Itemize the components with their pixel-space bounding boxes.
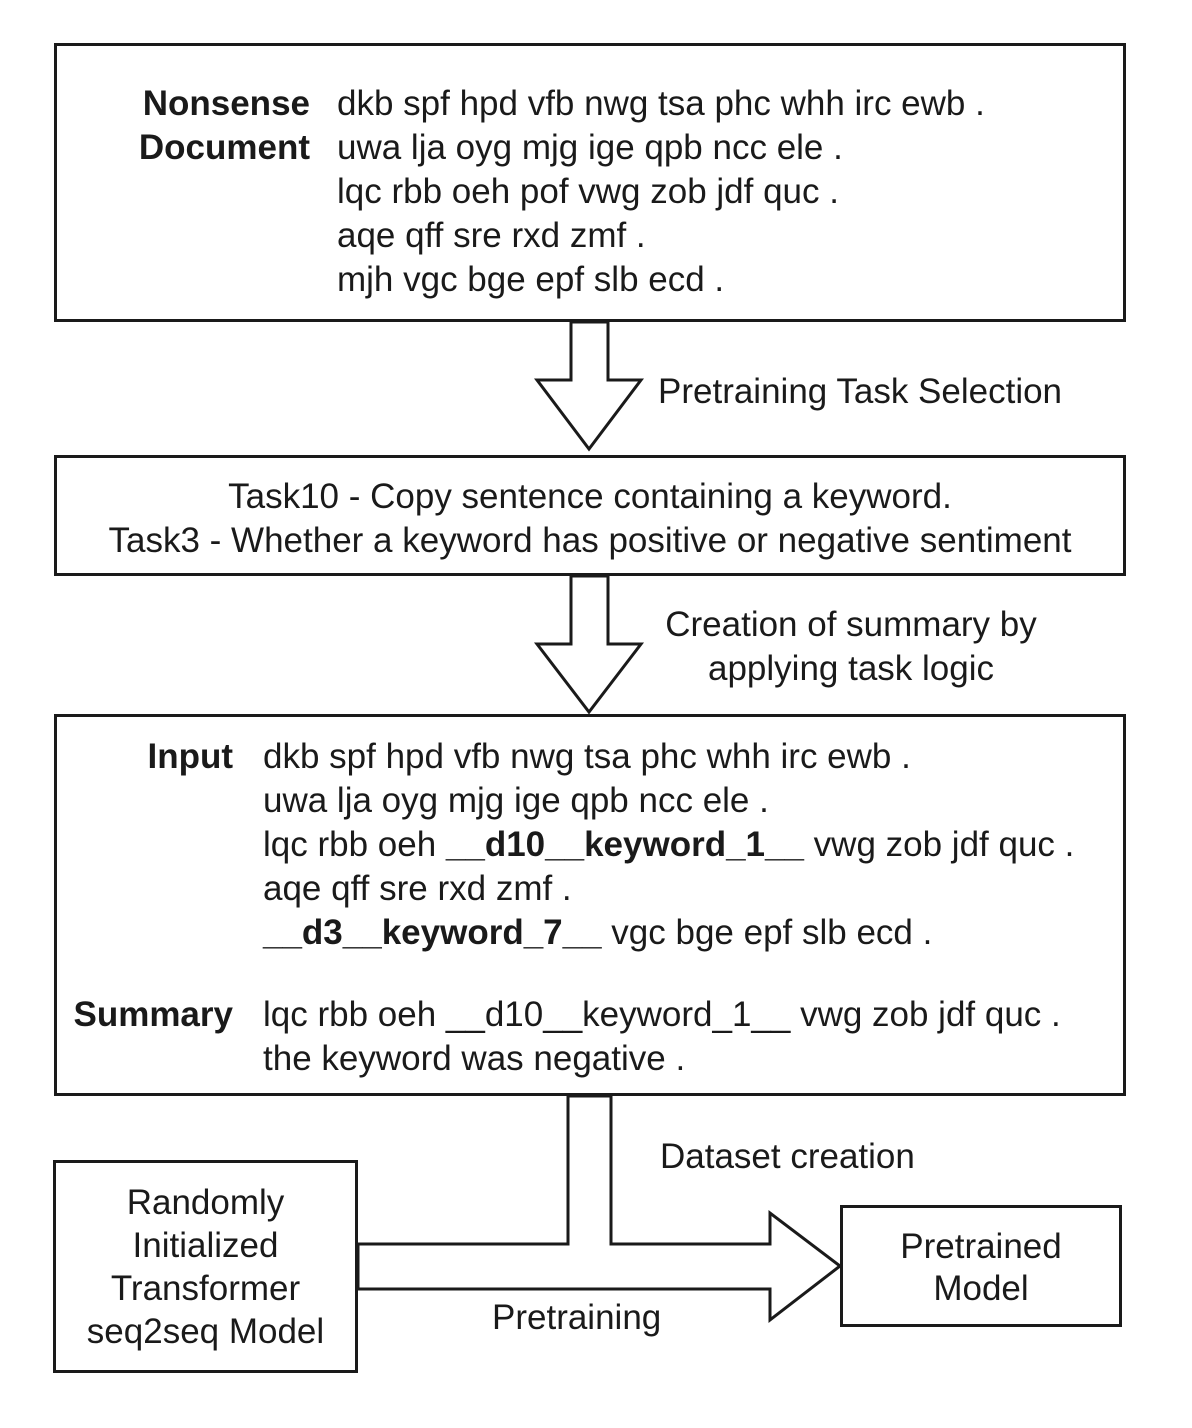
text-segment: vwg zob jdf quc . — [803, 825, 1075, 864]
input-text — [263, 735, 1123, 955]
nonsense-document-box — [54, 43, 1126, 322]
keyword-token: __d10__keyword_1__ — [445, 825, 804, 864]
summary-section — [57, 993, 1123, 1081]
text-line: lqc rbb oeh pof vwg zob jdf quc . — [337, 172, 839, 211]
merge-arrow-pretraining-icon — [358, 1096, 840, 1320]
text-segment: lqc rbb oeh __d10__keyword_1__ vwg zob jdf quc . — [263, 995, 1061, 1034]
down-arrow-task-selection-icon — [537, 322, 641, 449]
text-segment: aqe qff sre rxd zmf . — [263, 869, 572, 908]
text-line: Task3 - Whether a keyword has positive or negative sentiment — [108, 521, 1072, 560]
text-line — [263, 823, 1123, 867]
text-segment: vgc bge epf slb ecd . — [601, 913, 933, 952]
text-line: Creation of summary by — [665, 605, 1037, 644]
text-line: Document — [138, 128, 310, 167]
nonsense-document-text — [337, 82, 1123, 302]
nonsense-document-label — [57, 82, 310, 302]
text-line: applying task logic — [708, 649, 994, 688]
text-line — [263, 867, 1123, 911]
text-line: uwa lja oyg mjg ige qpb ncc ele . — [337, 128, 843, 167]
summary-label: Summary — [73, 995, 233, 1034]
text-line — [263, 1037, 1123, 1081]
input-summary-box — [54, 714, 1126, 1096]
text-segment: lqc rbb oeh — [263, 825, 446, 864]
pretraining-task-selection-label: Pretraining Task Selection — [658, 372, 1063, 411]
text-line — [263, 911, 1123, 955]
text-line: Task10 - Copy sentence containing a keyword. — [228, 477, 952, 516]
nonsense-document-content — [57, 82, 1123, 302]
random-init-model-box — [53, 1160, 358, 1373]
input-label: Input — [147, 737, 233, 776]
text-line — [263, 779, 1123, 823]
input-section — [57, 735, 1123, 955]
task-selection-box — [54, 455, 1126, 576]
pretraining-label: Pretraining — [492, 1298, 662, 1337]
text-line: Nonsense — [142, 84, 310, 123]
text-line — [263, 993, 1123, 1037]
dataset-creation-label: Dataset creation — [660, 1137, 915, 1176]
text-line: seq2seq Model — [86, 1312, 325, 1351]
text-line: Initialized — [132, 1226, 279, 1265]
pretrained-model-box — [840, 1205, 1122, 1327]
text-line: Transformer — [110, 1269, 301, 1308]
text-segment: the keyword was negative . — [263, 1039, 686, 1078]
text-line: Randomly — [126, 1183, 285, 1222]
text-line: mjh vgc bge epf slb ecd . — [337, 260, 725, 299]
text-line: Model — [933, 1269, 1029, 1308]
keyword-token: __d3__keyword_7__ — [263, 913, 602, 952]
text-line: aqe qff sre rxd zmf . — [337, 216, 646, 255]
text-line — [263, 735, 1123, 779]
text-segment: uwa lja oyg mjg ige qpb ncc ele . — [263, 781, 769, 820]
summary-creation-label — [551, 603, 1151, 691]
summary-text — [263, 993, 1123, 1081]
text-line: Pretrained — [900, 1227, 1062, 1266]
text-line: dkb spf hpd vfb nwg tsa phc whh irc ewb . — [337, 84, 985, 123]
text-segment: dkb spf hpd vfb nwg tsa phc whh irc ewb . — [263, 737, 911, 776]
